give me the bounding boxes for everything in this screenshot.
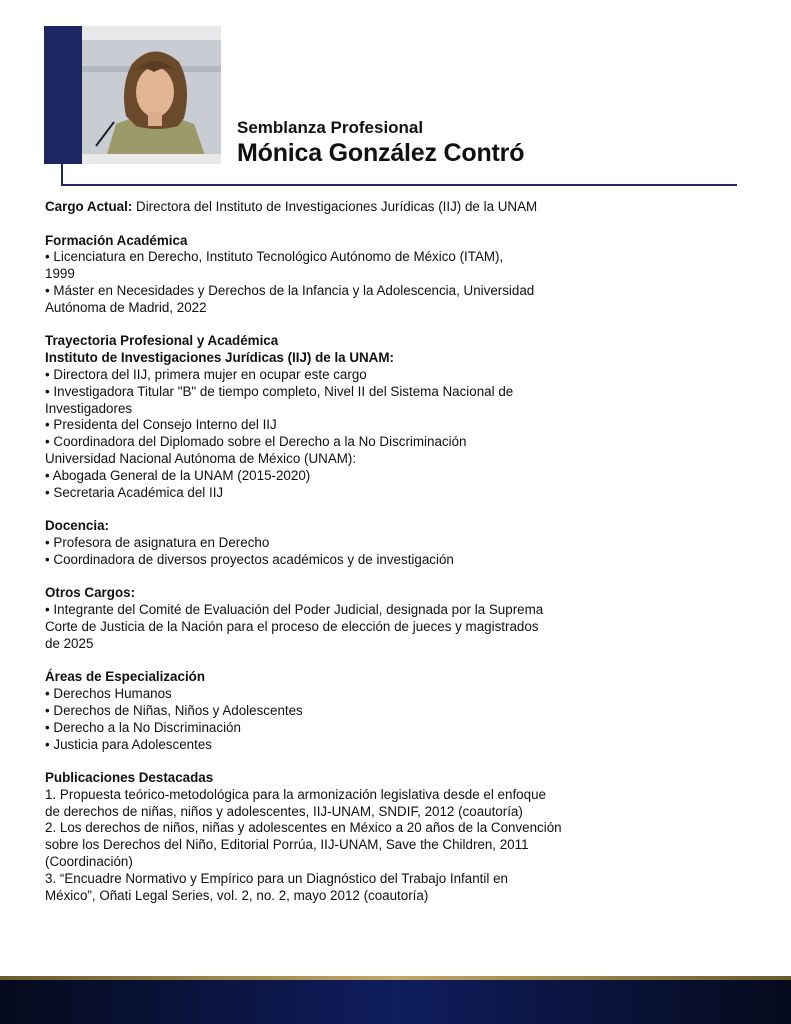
- list-item: • Coordinadora del Diplomado sobre el Derecho a la No Discriminación: [45, 434, 467, 450]
- cargo-actual-label: Cargo Actual:: [45, 199, 133, 214]
- list-item: 1. Propuesta teórico-metodológica para la armonización legislativa desde el enfoque: [45, 786, 546, 802]
- section-heading: Docencia:: [45, 518, 109, 534]
- list-item: 2. Los derechos de niños, niñas y adolescentes en México a 20 años de la Convención: [45, 820, 562, 836]
- list-item: 3. “Encuadre Normativo y Empírico para un Diagnóstico del Trabajo Infantil en: [45, 870, 508, 886]
- list-item: • Derechos Humanos: [45, 686, 172, 702]
- areas-section: [45, 669, 625, 753]
- footer-band: [0, 980, 791, 1024]
- list-item: Autónoma de Madrid, 2022: [45, 299, 207, 315]
- list-item: sobre los Derechos del Niño, Editorial Porrúa, IIJ-UNAM, Save the Children, 2011: [45, 837, 529, 853]
- section-heading: Formación Académica: [45, 232, 188, 248]
- portrait-illustration: [44, 26, 221, 164]
- list-item: de 2025: [45, 635, 94, 651]
- list-item: • Directora del IIJ, primera mujer en ocupar este cargo: [45, 366, 367, 382]
- section-heading: Publicaciones Destacadas: [45, 770, 214, 786]
- section-heading: Áreas de Especialización: [45, 669, 206, 685]
- list-item: Universidad Nacional Autónoma de México (UNAM):: [45, 450, 357, 466]
- list-item: • Presidenta del Consejo Interno del IIJ: [45, 417, 277, 433]
- list-item: • Investigadora Titular "B" de tiempo completo, Nivel II del Sistema Nacional de: [45, 383, 514, 399]
- list-item: • Coordinadora de diversos proyectos académicos y de investigación: [45, 551, 454, 567]
- list-item: • Derechos de Niñas, Niños y Adolescentes: [45, 702, 303, 718]
- list-item: • Abogada General de la UNAM (2015-2020): [45, 467, 311, 483]
- list-item: 1999: [45, 266, 75, 282]
- list-item: • Máster en Necesidades y Derechos de la Infancia y la Adolescencia, Universidad: [45, 282, 535, 298]
- section-heading: Otros Cargos:: [45, 585, 136, 601]
- header-rule-horizontal: [61, 184, 737, 186]
- cargo-actual-value: Directora del Instituto de Investigaciones Jurídicas (IIJ) de la UNAM: [132, 199, 538, 214]
- list-item: • Integrante del Comité de Evaluación del Poder Judicial, designada por la Suprema: [45, 602, 544, 618]
- list-item: México”, Oñati Legal Series, vol. 2, no. 2, mayo 2012 (coautoría): [45, 887, 429, 903]
- otros-cargos-section: [45, 585, 625, 652]
- trayectoria-section: [45, 333, 625, 501]
- portrait-photo: [44, 26, 221, 164]
- list-item: Investigadores: [45, 400, 133, 416]
- list-item: • Licenciatura en Derecho, Instituto Tecnológico Autónomo de México (ITAM),: [45, 249, 504, 265]
- profile-content: [45, 199, 625, 921]
- list-item: (Coordinación): [45, 854, 133, 870]
- list-item: • Derecho a la No Discriminación: [45, 719, 241, 735]
- header-rule-vertical: [61, 164, 63, 185]
- page-title: Mónica González Contró: [237, 139, 525, 167]
- section-heading: Trayectoria Profesional y Académica: [45, 333, 279, 349]
- list-item: • Profesora de asignatura en Derecho: [45, 534, 270, 550]
- docencia-section: [45, 518, 625, 568]
- list-item: Corte de Justicia de la Nación para el proceso de elección de jueces y magistrados: [45, 618, 539, 634]
- publicaciones-section: [45, 770, 625, 904]
- page-subtitle: Semblanza Profesional: [237, 118, 424, 137]
- formacion-section: [45, 233, 625, 317]
- cargo-actual-section: [45, 199, 625, 216]
- list-item: de derechos de niñas, niños y adolescentes, IIJ-UNAM, SNDIF, 2012 (coautoría): [45, 803, 523, 819]
- list-item: • Secretaria Académica del IIJ: [45, 484, 224, 500]
- list-item: • Justicia para Adolescentes: [45, 736, 212, 752]
- section-subheading: Instituto de Investigaciones Jurídicas (IIJ) de la UNAM:: [45, 350, 394, 366]
